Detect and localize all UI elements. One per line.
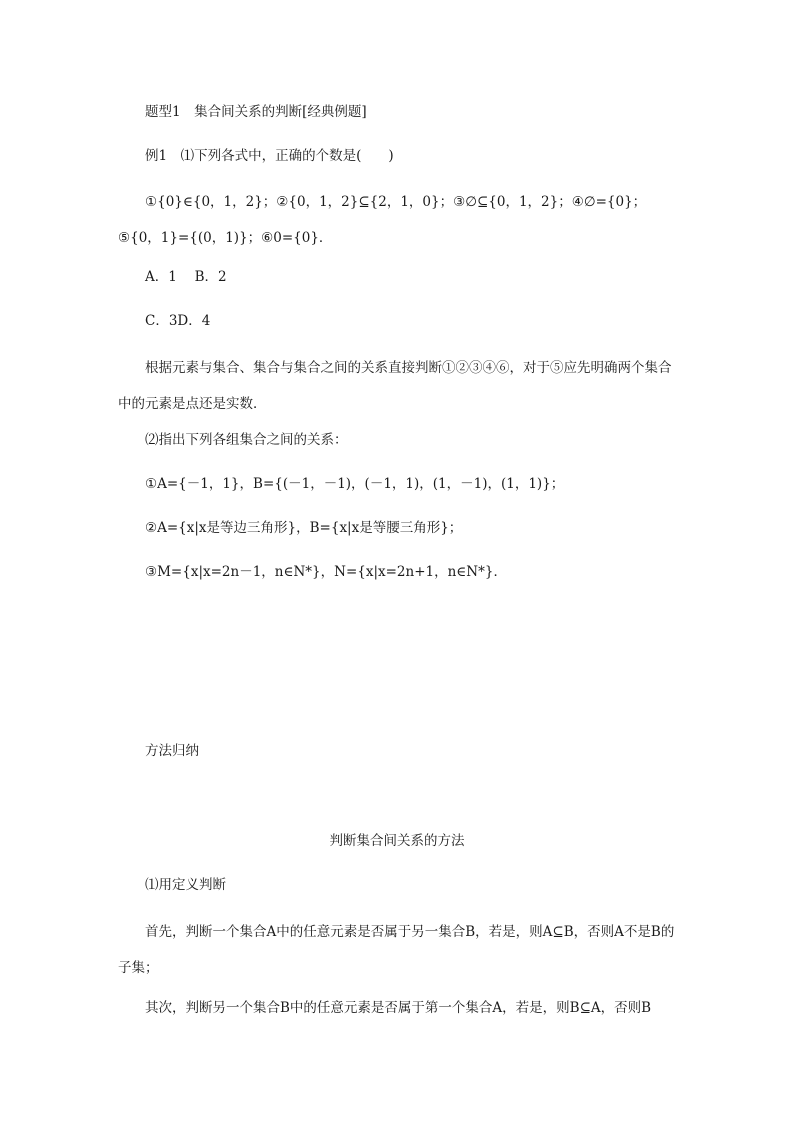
method-subheading-1: ⑴用定义判断 xyxy=(145,877,226,893)
part2-title: ⑵指出下列各组集合之间的关系： xyxy=(145,432,348,448)
option-a-b: A．1 B．2 xyxy=(145,269,227,285)
part2-item-2: ②A={x|x是等边三角形}，B={x|x是等腰三角形}； xyxy=(145,520,463,536)
method-label: 方法归纳 xyxy=(145,743,199,759)
part2-item-3: ③M={x|x=2n－1，n∈N*}，N={x|x=2n+1，n∈N*}． xyxy=(145,564,507,580)
option-c-d: C．3D．4 xyxy=(145,313,211,329)
part2-item-1: ①A={－1，1}，B={(－1，－1)，(－1，1)，(1，－1)，(1，1)}； xyxy=(145,476,565,492)
method-paragraph-2: 其次，判断另一个集合B中的任意元素是否属于第一个集合A，若是，则B⊆A，否则B xyxy=(145,1000,652,1016)
method-paragraph-1: 首先，判断一个集合A中的任意元素是否属于另一集合B，若是，则A⊆B，否则A不是B的子集； xyxy=(118,924,675,976)
method-title: 判断集合间关系的方法 xyxy=(329,833,465,849)
example-question: 例1 ⑴下列各式中，正确的个数是( ) xyxy=(145,148,394,164)
set-statements: ①{0}∈{0，1，2}；②{0，1，2}⊆{2，1，0}；③∅⊆{0，1，2}；④∅={0}；⑤{0，1}={(0，1)}；⑥0={0}． xyxy=(118,194,647,246)
analysis-paragraph: 根据元素与集合、集合与集合之间的关系直接判断①②③④⑥，对于⑤应先明确两个集合中的元素是点还是实数． xyxy=(118,360,672,412)
section-heading: 题型1 集合间关系的判断[经典例题] xyxy=(145,104,367,120)
